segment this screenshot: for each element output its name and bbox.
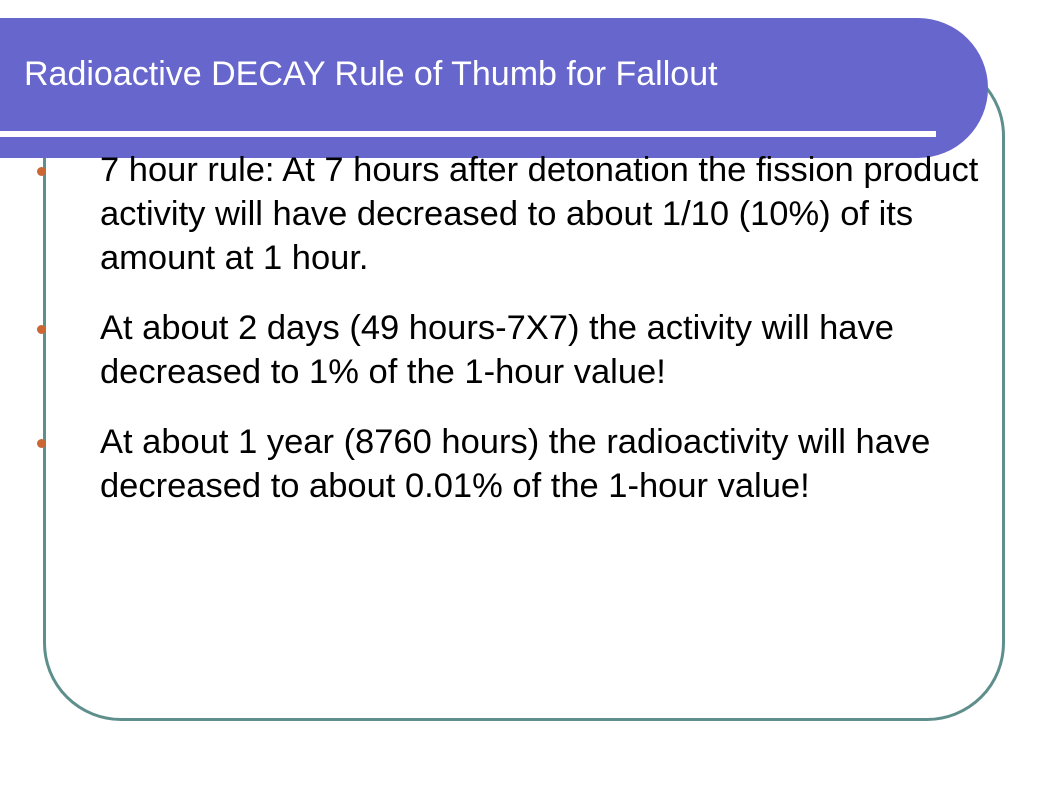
bullet-text: 7 hour rule: At 7 hours after detonation the fission product activity will have decreased to about 1/10 (10%) of its amount at 1 hour.	[100, 151, 979, 277]
bullet-dot-icon	[37, 325, 46, 334]
bullet-item	[100, 306, 1005, 394]
bullet-item	[100, 148, 1005, 280]
bullet-text: At about 1 year (8760 hours) the radioactivity will have decreased to about 0.01% of the 1-hour value!	[100, 423, 931, 505]
bullet-list	[100, 148, 1005, 534]
title-underline	[0, 131, 936, 137]
bullet-text: At about 2 days (49 hours-7X7) the activity will have decreased to 1% of the 1-hour value!	[100, 309, 894, 391]
title-bar	[0, 18, 988, 158]
bullet-item	[100, 420, 1005, 508]
slide-title: Radioactive DECAY Rule of Thumb for Fallout	[24, 55, 718, 93]
bullet-dot-icon	[37, 167, 46, 176]
bullet-dot-icon	[37, 439, 46, 448]
